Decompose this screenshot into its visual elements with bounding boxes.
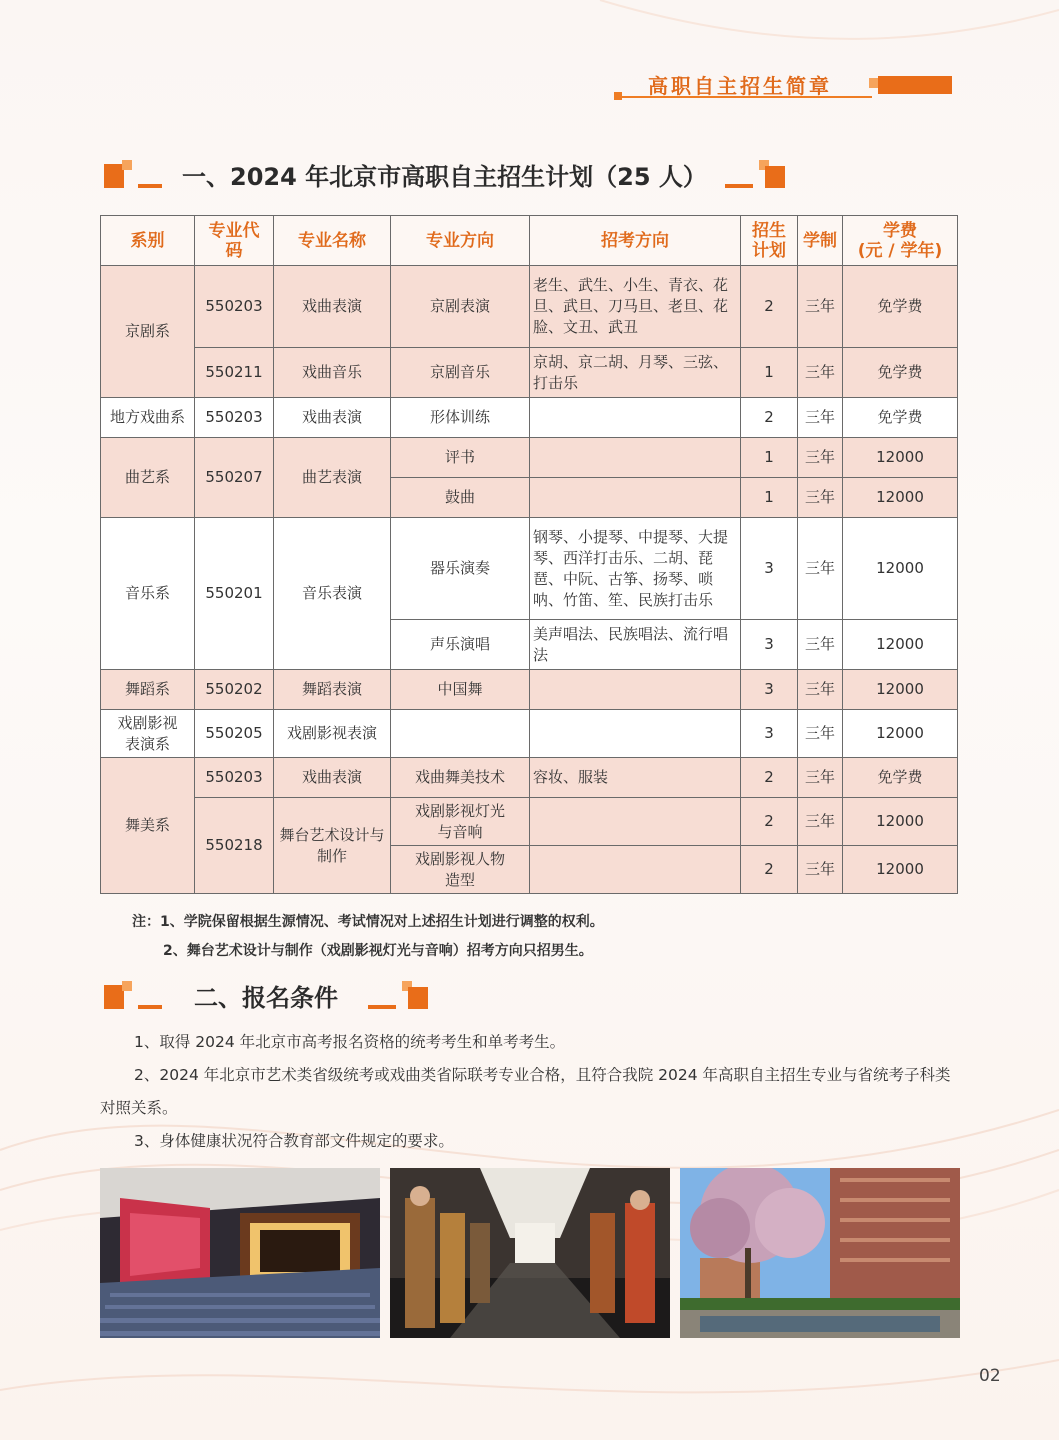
cell-fee: 免学费	[843, 758, 958, 798]
cell-fee: 免学费	[843, 398, 958, 438]
section2-title: 二、报名条件	[194, 984, 338, 1012]
cell-direction: 评书	[391, 438, 530, 478]
cell-recruit	[530, 438, 741, 478]
brand-block-large	[878, 76, 952, 94]
cell-recruit: 京胡、京二胡、月琴、三弦、打击乐	[530, 348, 741, 398]
heading-deco-right	[725, 160, 785, 190]
requirements-list	[100, 1026, 960, 1158]
cell-major: 戏曲表演	[274, 758, 391, 798]
cell-fee: 免学费	[843, 348, 958, 398]
cell-recruit: 美声唱法、民族唱法、流行唱法	[530, 620, 741, 670]
header-fee-label: 学费	[883, 220, 917, 241]
requirement-item: 3、身体健康状况符合教育部文件规定的要求。	[134, 1132, 454, 1150]
cell-recruit	[530, 398, 741, 438]
table-row	[101, 798, 958, 846]
table-row	[101, 518, 958, 620]
table-row	[101, 398, 958, 438]
cell-dept: 音乐系	[101, 518, 195, 670]
cell-code: 550211	[195, 348, 274, 398]
note-1: 注：1、学院保留根据生源情况、考试情况对上述招生计划进行调整的权利。	[132, 914, 604, 930]
cell-fee: 免学费	[843, 266, 958, 348]
cell-dept: 舞蹈系	[101, 670, 195, 710]
header-plan: 招生计划	[741, 216, 798, 266]
header-fee	[843, 216, 958, 266]
cell-direction: 鼓曲	[391, 478, 530, 518]
heading-deco-left	[104, 981, 164, 1011]
cell-code: 550203	[195, 758, 274, 798]
cell-plan: 2	[741, 846, 798, 894]
cell-years: 三年	[798, 846, 843, 894]
cell-plan: 1	[741, 478, 798, 518]
theater-photo	[100, 1168, 380, 1338]
cell-dept: 地方戏曲系	[101, 398, 195, 438]
table-header-row	[101, 216, 958, 266]
cell-recruit: 容妆、服装	[530, 758, 741, 798]
cell-code: 550205	[195, 710, 274, 758]
enrollment-plan-table	[100, 215, 958, 894]
cell-direction: 声乐演唱	[391, 620, 530, 670]
cell-dept: 戏剧影视表演系	[101, 710, 195, 758]
photo-strip	[100, 1168, 960, 1338]
cell-code: 550203	[195, 266, 274, 348]
cell-direction: 中国舞	[391, 670, 530, 710]
table-row	[101, 758, 958, 798]
header-dept: 系别	[101, 216, 195, 266]
cell-code: 550207	[195, 438, 274, 518]
section1-title: 一、2024 年北京市高职自主招生计划（25 人）	[182, 163, 707, 191]
cell-plan: 3	[741, 620, 798, 670]
heading-deco-left	[104, 160, 164, 190]
cell-years: 三年	[798, 478, 843, 518]
cell-recruit: 钢琴、小提琴、中提琴、大提琴、西洋打击乐、二胡、琵琶、中阮、古筝、扬琴、唢呐、竹笛、笙、民族打击乐	[530, 518, 741, 620]
cell-direction: 器乐演奏	[391, 518, 530, 620]
cell-dept: 舞美系	[101, 758, 195, 894]
brand-title: 高职自主招生简章	[648, 74, 832, 98]
campus-photo	[680, 1168, 960, 1338]
table-row	[101, 438, 958, 478]
cell-years: 三年	[798, 438, 843, 478]
cell-recruit	[530, 798, 741, 846]
brand-header	[614, 70, 954, 102]
table-row	[101, 266, 958, 348]
cell-fee: 12000	[843, 798, 958, 846]
cell-direction: 京剧表演	[391, 266, 530, 348]
cell-plan: 1	[741, 438, 798, 478]
table-row	[101, 710, 958, 758]
cell-major: 戏剧影视表演	[274, 710, 391, 758]
heading-deco-right	[368, 981, 428, 1011]
cell-years: 三年	[798, 518, 843, 620]
header-recruit: 招考方向	[530, 216, 741, 266]
cell-major: 舞蹈表演	[274, 670, 391, 710]
note-2: 2、舞台艺术设计与制作（戏剧影视灯光与音响）招考方向只招男生。	[163, 943, 593, 959]
cell-direction: 戏曲舞美技术	[391, 758, 530, 798]
cell-years: 三年	[798, 670, 843, 710]
cell-code: 550203	[195, 398, 274, 438]
cell-fee: 12000	[843, 518, 958, 620]
header-years: 学制	[798, 216, 843, 266]
cell-direction: 京剧音乐	[391, 348, 530, 398]
cell-plan: 2	[741, 758, 798, 798]
cell-fee: 12000	[843, 478, 958, 518]
cell-direction: 戏剧影视灯光与音响	[391, 798, 530, 846]
cell-years: 三年	[798, 348, 843, 398]
cell-fee: 12000	[843, 620, 958, 670]
requirement-item: 1、取得 2024 年北京市高考报名资格的统考考生和单考考生。	[134, 1033, 566, 1051]
cell-major: 曲艺表演	[274, 438, 391, 518]
cell-major: 戏曲表演	[274, 398, 391, 438]
cell-code: 550201	[195, 518, 274, 670]
cell-recruit	[530, 846, 741, 894]
cell-fee: 12000	[843, 846, 958, 894]
cell-plan: 1	[741, 348, 798, 398]
section1-heading	[104, 157, 785, 192]
cell-direction	[391, 710, 530, 758]
table-row	[101, 348, 958, 398]
cell-recruit: 老生、武生、小生、青衣、花旦、武旦、刀马旦、老旦、花脸、文丑、武丑	[530, 266, 741, 348]
cell-recruit	[530, 478, 741, 518]
table-notes	[132, 908, 604, 966]
section2-heading	[104, 978, 428, 1013]
cell-plan: 2	[741, 798, 798, 846]
cell-recruit	[530, 710, 741, 758]
cell-major: 戏曲表演	[274, 266, 391, 348]
cell-fee: 12000	[843, 710, 958, 758]
cell-direction: 戏剧影视人物造型	[391, 846, 530, 894]
cell-plan: 2	[741, 398, 798, 438]
cell-years: 三年	[798, 758, 843, 798]
cell-major: 戏曲音乐	[274, 348, 391, 398]
cell-years: 三年	[798, 798, 843, 846]
cell-plan: 3	[741, 710, 798, 758]
cell-plan: 2	[741, 266, 798, 348]
header-fee-unit: (元 / 学年)	[857, 240, 943, 261]
cell-years: 三年	[798, 266, 843, 348]
table-row	[101, 670, 958, 710]
cell-plan: 3	[741, 670, 798, 710]
gallery-photo	[390, 1168, 670, 1338]
cell-code: 550202	[195, 670, 274, 710]
page-number: 02	[979, 1366, 1001, 1386]
header-major: 专业名称	[274, 216, 391, 266]
cell-years: 三年	[798, 710, 843, 758]
cell-dept: 京剧系	[101, 266, 195, 398]
cell-dept: 曲艺系	[101, 438, 195, 518]
cell-plan: 3	[741, 518, 798, 620]
cell-code: 550218	[195, 798, 274, 894]
cell-direction: 形体训练	[391, 398, 530, 438]
cell-fee: 12000	[843, 670, 958, 710]
cell-fee: 12000	[843, 438, 958, 478]
requirement-item: 2、2024 年北京市艺术类省级统考或戏曲类省际联考专业合格，且符合我院 2024 年高职自主招生专业与省统考子科类对照关系。	[100, 1066, 951, 1117]
cell-major: 舞台艺术设计与制作	[274, 798, 391, 894]
cell-years: 三年	[798, 620, 843, 670]
cell-recruit	[530, 670, 741, 710]
header-direction: 专业方向	[391, 216, 530, 266]
header-code: 专业代码	[195, 216, 274, 266]
cell-years: 三年	[798, 398, 843, 438]
cell-major: 音乐表演	[274, 518, 391, 670]
